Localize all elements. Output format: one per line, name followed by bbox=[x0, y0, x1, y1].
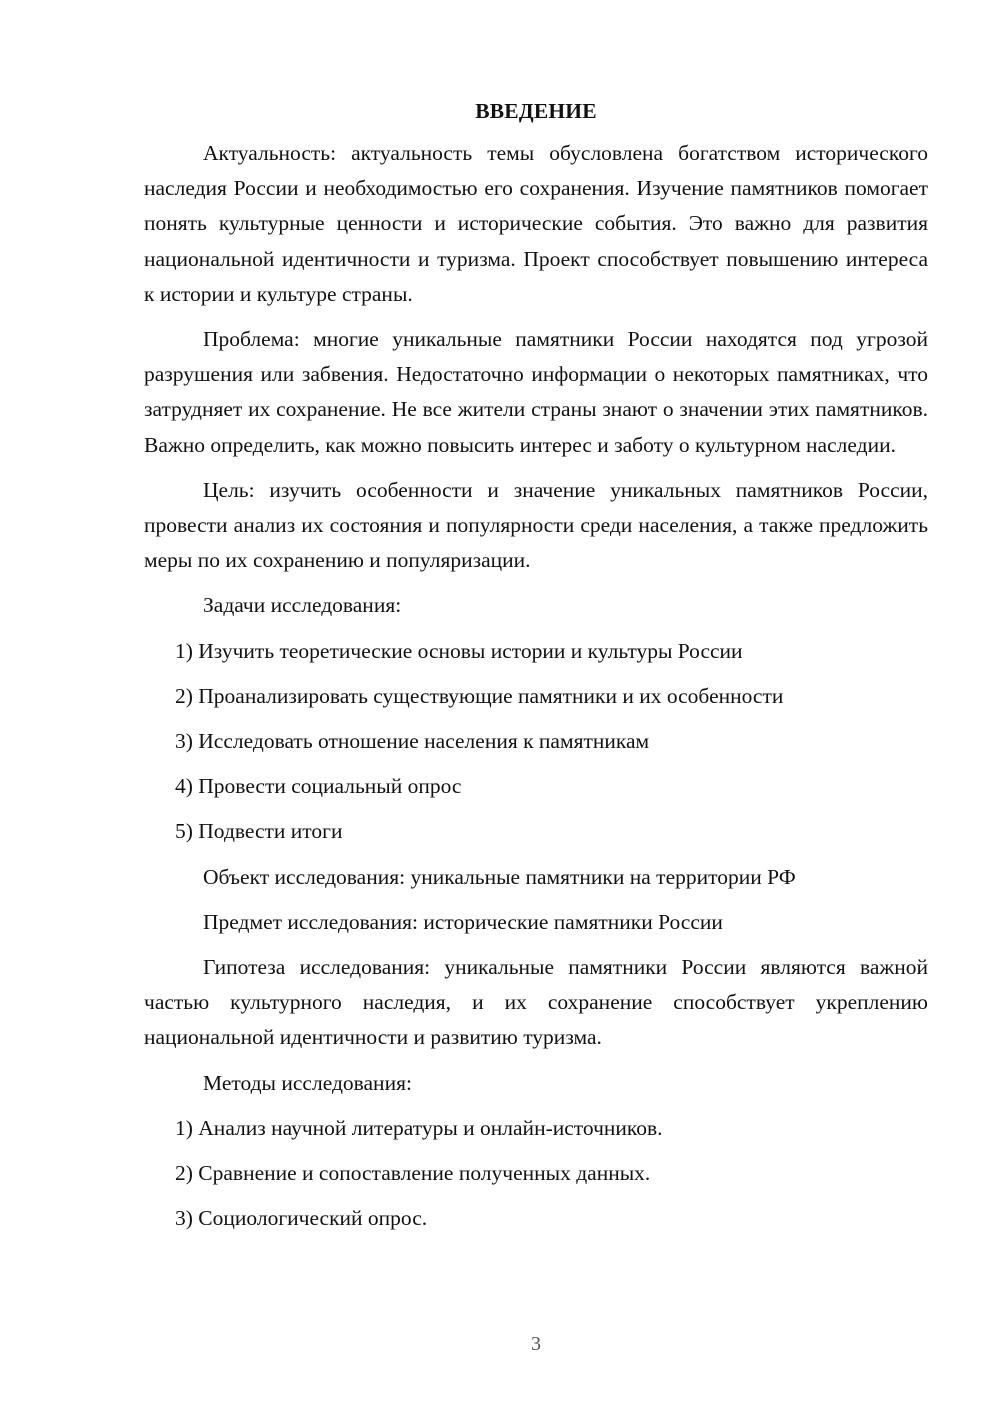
page-number: 3 bbox=[531, 1333, 541, 1355]
page-content bbox=[144, 96, 928, 1246]
hypothesis-paragraph: Гипотеза исследования: уникальные памятники России являются важной частью культурного наследия, и их сохранение способствует укреплению национальной идентичности и развитию туризма. bbox=[144, 955, 928, 1050]
methods-title: Методы исследования: bbox=[203, 1070, 412, 1095]
list-item: 1) Изучить теоретические основы истории и культуры России bbox=[175, 638, 743, 663]
list-item: 3) Исследовать отношение населения к памятникам bbox=[175, 729, 650, 754]
relevance-paragraph: Актуальность: актуальность темы обусловлена богатством исторического наследия России и необходимостью его сохранения. Изучение памятников помогает понять культурные ценности и исторические события. Это важно для развития национальной идентичности и туризма. Проект способствует повышению интереса к истории и культуре страны. bbox=[144, 141, 928, 306]
list-item: 2) Проанализировать существующие памятники и их особенности bbox=[175, 683, 784, 708]
subject-paragraph: Предмет исследования: исторические памятники России bbox=[203, 909, 723, 934]
tasks-title: Задачи исследования: bbox=[203, 593, 402, 618]
list-item: 5) Подвести итоги bbox=[175, 819, 343, 844]
list-item: 3) Социологический опрос. bbox=[175, 1206, 428, 1231]
problem-paragraph: Проблема: многие уникальные памятники России находятся под угрозой разрушения или забвения. Недостаточно информации о некоторых памятниках, что затрудняет их сохранение. Не все жители страны знают о значении этих памятников. Важно определить, как можно повысить интерес и заботу о культурном наследии. bbox=[144, 327, 928, 457]
list-item: 1) Анализ научной литературы и онлайн-источников. bbox=[175, 1115, 663, 1140]
section-heading: ВВЕДЕНИЕ bbox=[475, 99, 597, 123]
tasks-list bbox=[144, 634, 928, 850]
list-item: 4) Провести социальный опрос bbox=[175, 774, 462, 799]
goal-paragraph: Цель: изучить особенности и значение уникальных памятников России, провести анализ их состояния и популярности среди населения, а также предложить меры по их сохранению и популяризации. bbox=[144, 477, 928, 573]
methods-list bbox=[144, 1111, 928, 1237]
object-paragraph: Объект исследования: уникальные памятники на территории РФ bbox=[203, 864, 796, 889]
list-item: 2) Сравнение и сопоставление полученных данных. bbox=[175, 1161, 651, 1186]
